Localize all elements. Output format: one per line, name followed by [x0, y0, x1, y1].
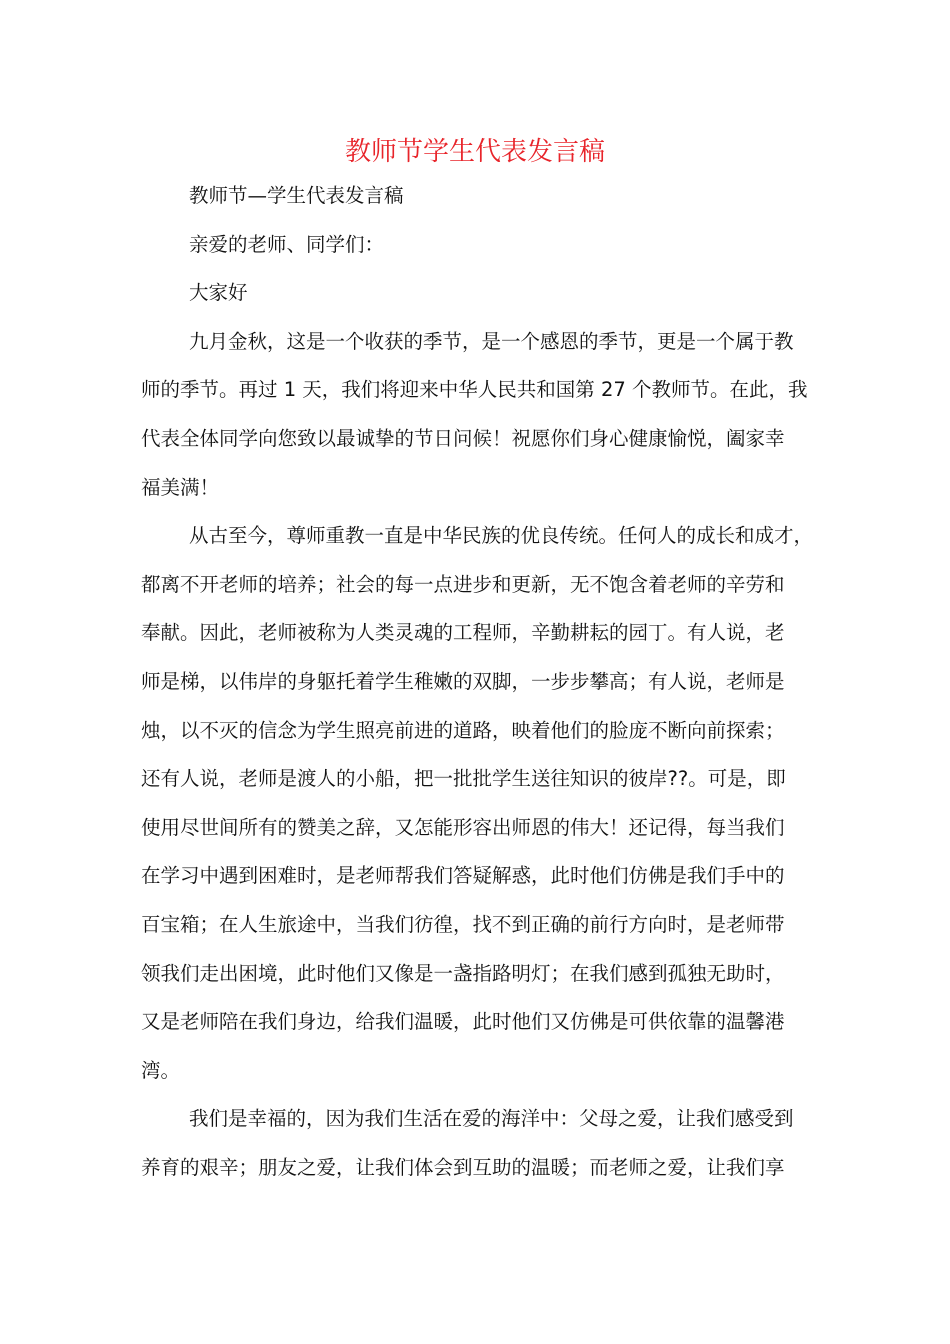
body-line: 在学习中遇到困难时，是老师帮我们答疑解惑，此时他们仿佛是我们手中的	[141, 864, 785, 888]
body-line: 教师节—学生代表发言稿	[189, 184, 404, 207]
body-line: 大家好	[189, 281, 248, 305]
body-line: 代表全体同学向您致以最诚挚的节日问候！祝愿你们身心健康愉悦，阖家幸	[141, 426, 785, 450]
body-line: 九月金秋，这是一个收获的季节，是一个感恩的季节，更是一个属于教	[189, 329, 794, 353]
body-line: 从古至今，尊师重教一直是中华民族的优良传统。任何人的成长和成才，	[189, 524, 814, 548]
body-line: 奉献。因此，老师被称为人类灵魂的工程师，辛勤耕耘的园丁。有人说，老	[141, 621, 785, 645]
body-line: 烛，以不灭的信念为学生照亮前进的道路，映着他们的脸庞不断向前探索；	[141, 718, 785, 742]
body-line: 又是老师陪在我们身边，给我们温暖，此时他们又仿佛是可供依靠的温馨港	[141, 1010, 785, 1034]
document-body	[141, 172, 827, 1192]
body-line: 领我们走出困境，此时他们又像是一盏指路明灯；在我们感到孤独无助时，	[141, 961, 785, 985]
body-line: 福美满！	[141, 475, 220, 499]
body-line: 百宝箱；在人生旅途中，当我们彷徨，找不到正确的前行方向时，是老师带	[141, 912, 785, 936]
body-line: 我们是幸福的，因为我们生活在爱的海洋中：父母之爱，让我们感受到	[189, 1107, 794, 1131]
body-line: 湾。	[141, 1058, 181, 1082]
document-title: 教师节学生代表发言稿	[344, 137, 605, 167]
body-line: 亲爱的老师、同学们：	[189, 232, 385, 256]
body-line: 使用尽世间所有的赞美之辞，又怎能形容出师恩的伟大！还记得，每当我们	[141, 815, 785, 839]
body-line: 还有人说，老师是渡人的小船，把一批批学生送往知识的彼岸??。可是，即	[141, 767, 786, 791]
body-line: 养育的艰辛；朋友之爱，让我们体会到互助的温暖；而老师之爱，让我们享	[141, 1155, 785, 1179]
body-line: 师是梯，以伟岸的身躯托着学生稚嫩的双脚，一步步攀高；有人说，老师是	[141, 669, 785, 693]
body-line: 师的季节。再过 1 天，我们将迎来中华人民共和国第 27 个教师节。在此，我	[141, 378, 808, 402]
body-line: 都离不开老师的培养；社会的每一点进步和更新，无不饱含着老师的辛劳和	[141, 572, 785, 596]
